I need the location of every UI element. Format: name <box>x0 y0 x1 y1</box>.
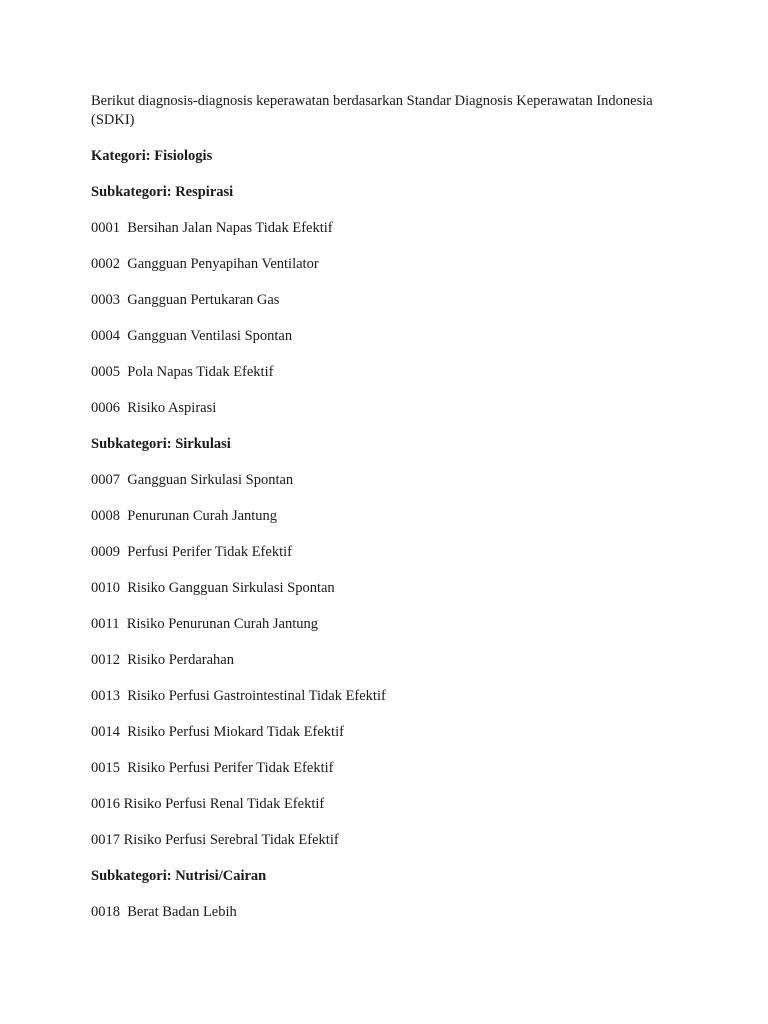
diagnosis-item: 0012 Risiko Perdarahan <box>91 652 234 668</box>
diagnosis-item: 0015 Risiko Perfusi Perifer Tidak Efektif <box>91 760 334 776</box>
kategori-heading: Kategori: Fisiologis <box>91 148 213 164</box>
diagnosis-item: 0013 Risiko Perfusi Gastrointestinal Tidak Efektif <box>91 688 386 704</box>
diagnosis-item: 0007 Gangguan Sirkulasi Spontan <box>91 472 294 488</box>
diagnosis-item: 0016 Risiko Perfusi Renal Tidak Efektif <box>91 796 325 812</box>
diagnosis-item: 0005 Pola Napas Tidak Efektif <box>91 364 274 380</box>
intro-paragraph: Berikut diagnosis-diagnosis keperawatan berdasarkan Standar Diagnosis Keperawatan Indonesia (SDKI) <box>91 93 653 128</box>
diagnosis-item: 0003 Gangguan Pertukaran Gas <box>91 292 280 308</box>
diagnosis-item: 0009 Perfusi Perifer Tidak Efektif <box>91 544 292 560</box>
diagnosis-item: 0010 Risiko Gangguan Sirkulasi Spontan <box>91 580 335 596</box>
diagnosis-item: 0001 Bersihan Jalan Napas Tidak Efektif <box>91 220 333 236</box>
diagnosis-item: 0002 Gangguan Penyapihan Ventilator <box>91 256 319 272</box>
subkategori-heading-respirasi: Subkategori: Respirasi <box>91 184 234 200</box>
diagnosis-item: 0018 Berat Badan Lebih <box>91 904 237 920</box>
document-page <box>91 92 691 938</box>
diagnosis-item: 0014 Risiko Perfusi Miokard Tidak Efektif <box>91 724 344 740</box>
subkategori-heading-nutrisi-cairan: Subkategori: Nutrisi/Cairan <box>91 868 267 884</box>
diagnosis-item: 0011 Risiko Penurunan Curah Jantung <box>91 616 319 632</box>
diagnosis-item: 0017 Risiko Perfusi Serebral Tidak Efektif <box>91 832 339 848</box>
diagnosis-item: 0008 Penurunan Curah Jantung <box>91 508 278 524</box>
diagnosis-item: 0006 Risiko Aspirasi <box>91 400 217 416</box>
diagnosis-item: 0004 Gangguan Ventilasi Spontan <box>91 328 293 344</box>
subkategori-heading-sirkulasi: Subkategori: Sirkulasi <box>91 436 231 452</box>
